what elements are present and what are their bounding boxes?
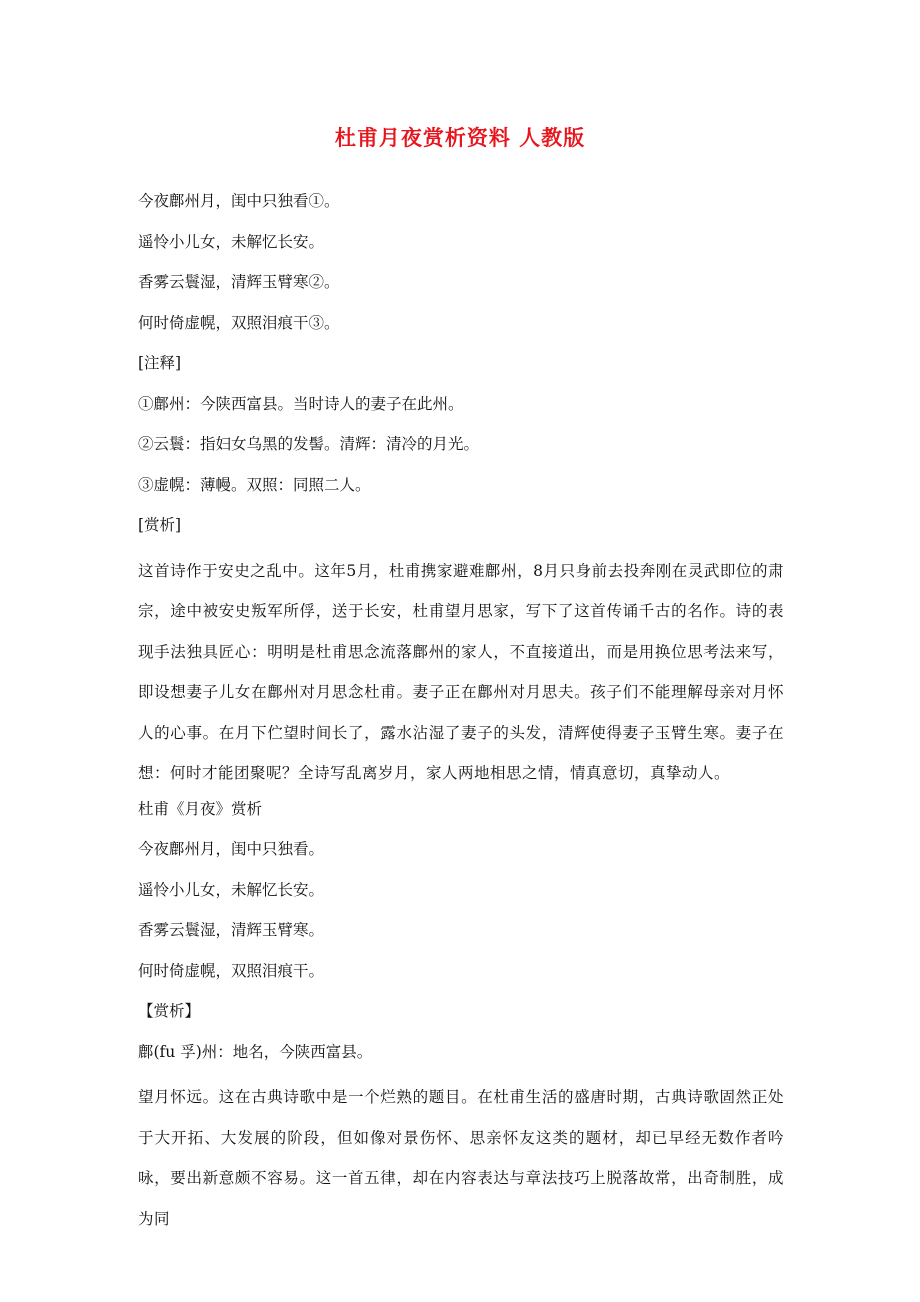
poem-line: 遥怜小儿女，未解忆长安。 [138, 880, 325, 899]
note-item: ①鄜州：今陕西富县。当时诗人的妻子在此州。 [138, 394, 464, 413]
section-title: 杜甫《月夜》赏析 [138, 799, 263, 818]
analysis-heading: [赏析] [138, 516, 182, 534]
document-title: 杜甫月夜赏析资料 人教版 [334, 126, 586, 150]
document-body [138, 186, 784, 1239]
poem-line: 今夜鄜州月，闺中只独看。 [138, 840, 325, 858]
analysis-text-2: 望月怀远。这在古典诗歌中是一个烂熟的题目。在杜甫生活的盛唐时期，古典诗歌固然正处于大开拓、大发展的阶段，但如像对景伤怀、思亲怀友这类的题材，却已早经无数作者吟咏，要出新意颇不容易。这一首五律，却在内容表达与章法技巧上脱落故常，出奇制胜，成为同 [138, 1088, 784, 1228]
poem-line: 何时倚虚幌，双照泪痕干③。 [138, 313, 340, 332]
poem-line: 香雾云鬟湿，清辉玉臂寒。 [138, 921, 325, 939]
analysis-heading-2: 【赏析】 [138, 1002, 201, 1020]
notes-heading: [注释] [138, 354, 182, 372]
note-item: ②云鬟：指妇女乌黑的发髻。清辉：清冷的月光。 [138, 435, 480, 453]
poem-line: 遥怜小儿女，未解忆长安。 [138, 232, 325, 251]
poem-line: 何时倚虚幌，双照泪痕干。 [138, 961, 325, 980]
gloss-line: 鄜(fu 孚)州：地名，今陕西富县。 [138, 1042, 373, 1061]
poem-line: 香雾云鬟湿，清辉玉臂寒②。 [138, 273, 340, 291]
analysis-paragraph [138, 551, 784, 794]
analysis-paragraph-2 [138, 1077, 784, 1239]
analysis-text: 这首诗作于安史之乱中。这年5月，杜甫携家避难鄜州，8月只身前去投奔刚在灵武即位的肃宗，途中被安史叛军所俘，送于长安，杜甫望月思家，写下了这首传诵千古的名作。诗的表现手法独具匠心：明明是杜甫思念流落鄜州的家人，不直接道出，而是用换位思考法来写，即设想妻子儿女在鄜州对月思念杜甫。妻子正在鄜州对月思夫。孩子们不能理解母亲对月怀人的心事。在月下伫望时间长了，露水沾湿了妻子的头发，清辉使得妻子玉臂生寒。妻子在想：何时才能团聚呢？全诗写乱离岁月，家人两地相思之情，情真意切，真挚动人。 [138, 561, 784, 782]
poem-line: 今夜鄜州月，闺中只独看①。 [138, 192, 340, 210]
note-item: ③虚幌：薄幔。双照：同照二人。 [138, 475, 371, 494]
